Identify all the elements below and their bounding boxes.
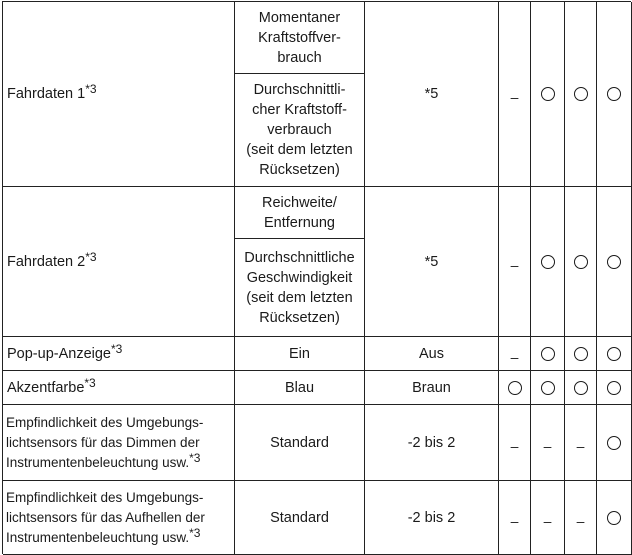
available-circle-icon	[508, 381, 522, 395]
setting-name: Fahrdaten 1$^{*3}$	[7, 82, 97, 102]
customize-cell: -2 bis 2	[365, 405, 499, 481]
available-circle-icon	[607, 381, 621, 395]
available-circle-icon	[574, 347, 588, 361]
mark-cell-b: –	[531, 481, 565, 555]
mark-cell-a: –	[499, 187, 531, 337]
customize-cell: -2 bis 2	[365, 481, 499, 555]
available-circle-icon	[541, 255, 555, 269]
mark-cell-c: –	[565, 481, 597, 555]
mark-cell-b	[531, 371, 565, 405]
customize-cell: *5	[365, 187, 499, 337]
default-cell: Standard	[235, 481, 365, 555]
available-circle-icon	[607, 511, 621, 525]
available-circle-icon	[541, 347, 555, 361]
customize-cell: Braun	[365, 371, 499, 405]
setting-name: Empfindlichkeit des Umgebungs- lichtsensors für das Aufhellen der Instrumentenbeleuchtung usw.$^{*3}$	[6, 489, 205, 545]
mark-cell-c: –	[565, 405, 597, 481]
available-circle-icon	[607, 255, 621, 269]
mark-cell-c	[565, 337, 597, 371]
available-circle-icon	[541, 381, 555, 395]
setting-name-cell	[3, 405, 235, 481]
mark-cell-d	[597, 187, 632, 337]
option-cell: Reichweite/ Entfernung	[235, 187, 365, 239]
mark-cell-d	[597, 405, 632, 481]
available-circle-icon	[574, 255, 588, 269]
setting-name-cell	[3, 337, 235, 371]
mark-cell-d	[597, 2, 632, 187]
option-cell: Durchschnittliche Geschwindigkeit (seit dem letzten Rücksetzen)	[235, 239, 365, 337]
mark-cell-b	[531, 337, 565, 371]
mark-cell-c	[565, 371, 597, 405]
mark-cell-a: –	[499, 337, 531, 371]
option-cell: Momentaner Kraftstoffver- brauch	[235, 2, 365, 74]
available-circle-icon	[574, 87, 588, 101]
settings-table	[2, 1, 631, 554]
option-cell: Durchschnittli- cher Kraftstoff- verbrauch (seit dem letzten Rücksetzen)	[235, 74, 365, 187]
default-cell: Ein	[235, 337, 365, 371]
customize-cell: Aus	[365, 337, 499, 371]
setting-name-cell	[3, 481, 235, 555]
setting-name: Empfindlichkeit des Umgebungs- lichtsensors für das Dimmen der Instrumentenbeleuchtung usw.$^{*3}$	[6, 414, 204, 470]
available-circle-icon	[607, 87, 621, 101]
mark-cell-a	[499, 371, 531, 405]
mark-cell-a: –	[499, 2, 531, 187]
mark-cell-d	[597, 371, 632, 405]
available-circle-icon	[607, 347, 621, 361]
setting-name-cell	[3, 187, 235, 337]
default-cell: Standard	[235, 405, 365, 481]
setting-name: Fahrdaten 2$^{*3}$	[7, 249, 97, 270]
mark-cell-a: –	[499, 481, 531, 555]
mark-cell-b	[531, 2, 565, 187]
customize-cell: *5	[365, 2, 499, 187]
mark-cell-a: –	[499, 405, 531, 481]
setting-name: Pop-up-Anzeige$^{*3}$	[7, 341, 123, 362]
default-cell: Blau	[235, 371, 365, 405]
available-circle-icon	[541, 87, 555, 101]
available-circle-icon	[574, 381, 588, 395]
setting-name-cell	[3, 2, 235, 187]
available-circle-icon	[607, 436, 621, 450]
setting-name-cell	[3, 371, 235, 405]
mark-cell-d	[597, 481, 632, 555]
mark-cell-d	[597, 337, 632, 371]
setting-name: Akzentfarbe$^{*3}$	[7, 375, 96, 396]
mark-cell-c	[565, 187, 597, 337]
mark-cell-c	[565, 2, 597, 187]
mark-cell-b: –	[531, 405, 565, 481]
mark-cell-b	[531, 187, 565, 337]
